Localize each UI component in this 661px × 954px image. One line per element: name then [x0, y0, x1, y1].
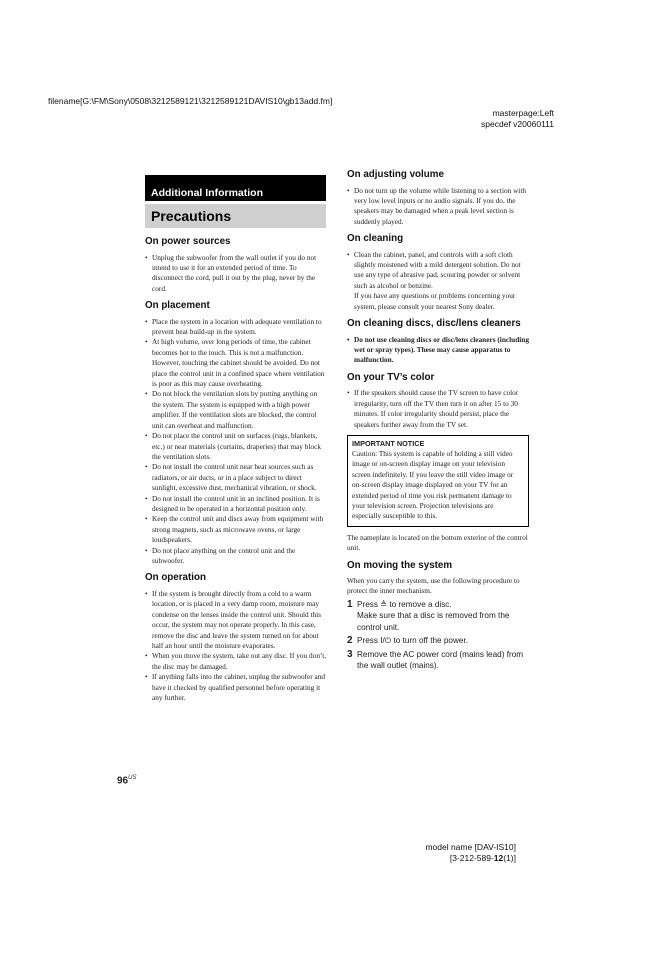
list-item: • Clean the cabinet, panel, and controls with a soft cloth slightly moistened with a mild detergent solution. Do not use any type of abrasive pad, scouring powder or solvent such as alcohol or benzine. [347, 250, 529, 292]
list-item: • Keep the control unit and discs away from equipment with strong magnets, such as microwave ovens, or large loudspeakers. [145, 514, 327, 545]
heading-cleaning: On cleaning [347, 233, 404, 245]
notice-title: IMPORTANT NOTICE [352, 438, 425, 448]
section-tag: Additional Information [145, 175, 326, 201]
filename-line: filename[G:\FM\Sony\0508\3212589121\3212589121DAVIS10\gb13add.fm] [48, 96, 333, 106]
list-item: • If the speakers should cause the TV screen to have color irregularity, turn off the TV then turn it on after 15 to 30 minutes. If color irregularity should persist, place the speakers further away from the TV set. [347, 388, 529, 430]
list-item: • Place the system in a location with adequate ventilation to prevent heat build-up in the system. [145, 317, 327, 338]
step-text: Remove the AC power cord (mains lead) from the wall outlet (mains). [357, 649, 524, 671]
part-number [450, 853, 516, 864]
list-item: • If the system is brought directly from a cold to a warm location, or is placed in a very damp room, moisture may condense on the lenses inside the control unit. Should this occur, the system may not operate properly. In this case, remove the disc and leave the system turned on for about half an hour until the moisture evaporates. [145, 589, 327, 651]
notice-body: Caution: This system is capable of holding a still video image or on-screen display image on your television screen indefinitely. If you leave the still video image or on-screen display image displayed on your TV for an extended period of time you risk permanent damage to your television screen. Projection televisions are especially susceptible to this. [352, 448, 514, 521]
list-item: • Do not block the ventilation slots by putting anything on the system. The system is equipped with a high power amplifier. If the ventilation slots are blocked, the control unit can overheat and malfunction. [145, 389, 327, 431]
step-number: 2 [347, 635, 353, 647]
right-column [347, 169, 529, 672]
model-name: model name [DAV-IS10] [425, 842, 516, 852]
heading-tv-color: On your TV’s color [347, 371, 435, 383]
list-item: • At high volume, over long periods of time, the cabinet becomes hot to the touch. This is not a malfunction. However, touching the cabinet should be avoided. Do not place the control unit in a confined space where ventilation is poor as this may cause overheating. [145, 337, 327, 389]
part-number-prefix: [3-212-589- [449, 853, 494, 863]
operation-list [145, 589, 327, 703]
masterpage-line: masterpage:Left [492, 108, 554, 118]
list-item: • When you move the system, take out any disc. If you don’t, the disc may be damaged. [145, 651, 327, 672]
list-item: • Do not place the control unit on surfaces (rugs, blankets, etc.) or near materials (curtains, draperies) that may block the ventilation slots. [145, 431, 327, 462]
list-item: • Unplug the subwoofer from the wall outlet if you do not intend to use it for an extended period of time. To disconnect the cord, pull it out by the plug, never by the cord. [145, 253, 327, 295]
step-text: Press ≜ to remove a disc. [357, 599, 452, 609]
heading-cleaning-discs: On cleaning discs, disc/lens cleaners [347, 318, 521, 330]
page-number [117, 775, 136, 786]
list-item: • If anything falls into the cabinet, unplug the subwoofer and have it checked by qualified personnel before operating it any further. [145, 672, 327, 703]
part-number-suffix: (1)] [503, 853, 516, 863]
heading-power-sources: On power sources [145, 236, 231, 247]
step-text: Press I/⏻ to turn off the power. [357, 636, 468, 646]
tv-list [347, 388, 529, 430]
list-item: • Do not install the control unit in an inclined position. It is designed to be operated in a horizontal position only. [145, 494, 327, 515]
moving-intro: When you carry the system, use the following procedure to protect the inner mechanism. [347, 576, 520, 596]
list-item: • Do not turn up the volume while listening to a section with very low level inputs or no audio signals. If you do, the speakers may be damaged when a peak level section is suddenly played. [347, 186, 529, 228]
page-number-value: 96 [117, 775, 129, 787]
part-number-bold: 12 [493, 853, 504, 863]
discs-list [347, 335, 529, 366]
cleaning-list [347, 250, 529, 292]
specdef-line: specdef v20060111 [481, 119, 554, 129]
step-number: 1 [347, 598, 353, 610]
volume-list [347, 186, 529, 228]
heading-adjusting-volume: On adjusting volume [347, 169, 444, 180]
placement-list [145, 317, 327, 567]
heading-placement: On placement [145, 300, 210, 312]
nameplate-text: The nameplate is located on the bottom exterior of the control unit. [347, 532, 528, 553]
list-item: • Do not use cleaning discs or disc/lens cleaners (including wet or spray types). These may cause apparatus to malfunction. [347, 335, 529, 366]
step-2 [347, 635, 529, 647]
step-3 [347, 649, 529, 672]
cleaning-extra: If you have any questions or problems concerning your system, please consult your nearest Sony dealer. [354, 291, 516, 311]
page-title: Precautions [145, 204, 326, 228]
list-item: • Do not install the control unit near heat sources such as radiators, or air ducts, or in a place subject to direct sunlight, excessive dust, mechanical vibration, or shock. [145, 462, 327, 493]
heading-moving-system: On moving the system [347, 559, 453, 571]
list-item: • Do not place anything on the control unit and the subwoofer. [145, 546, 327, 567]
page-number-suffix: US [128, 775, 137, 781]
step-1 [347, 599, 529, 634]
step-subtext: Make sure that a disc is removed from the control unit. [357, 611, 510, 632]
power-list [145, 253, 327, 295]
important-notice-box [347, 435, 529, 527]
heading-operation: On operation [145, 572, 206, 584]
step-number: 3 [347, 648, 353, 660]
left-column [145, 236, 327, 703]
